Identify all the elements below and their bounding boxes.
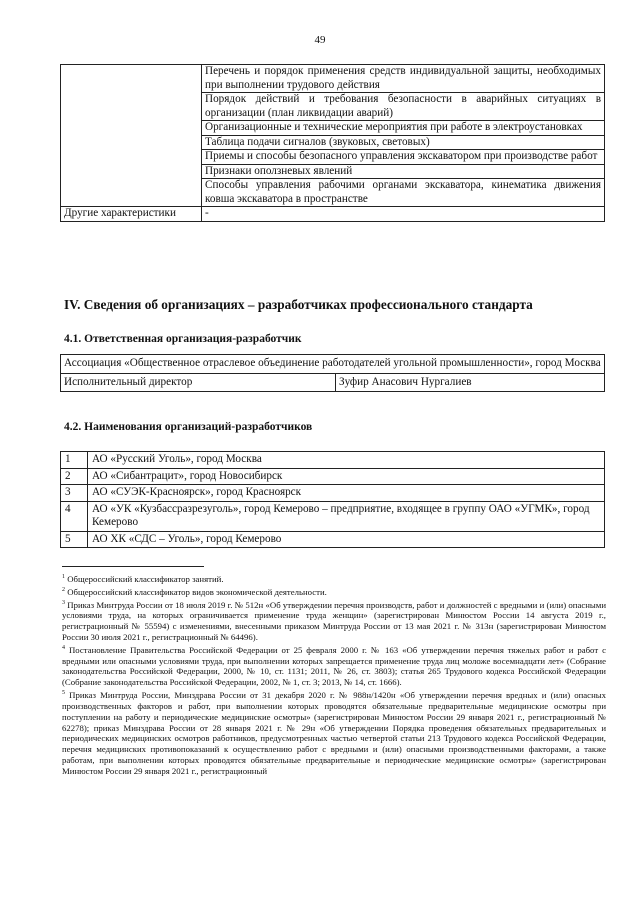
table-cell: Порядок действий и требования безопасности в аварийных ситуациях в организации (план ликвидации аварий) <box>202 93 605 121</box>
row-number: 1 <box>61 452 88 469</box>
footnote-mark: 5 <box>62 690 65 697</box>
table-cell: Перечень и порядок применения средств индивидуальной защиты, необходимых при выполнении трудового действия <box>202 65 605 93</box>
table-row <box>61 355 605 374</box>
footnote-mark: 1 <box>62 574 65 580</box>
row-number: 2 <box>61 468 88 485</box>
footnote-text: Общероссийский классификатор занятий. <box>67 573 224 584</box>
responsible-org-heading: 4.1. Ответственная организация-разработчик <box>64 333 302 345</box>
responsible-org-table <box>60 354 605 392</box>
table-cell: Организационные и технические мероприятия при работе в электроустановках <box>202 121 605 136</box>
row-number: 3 <box>61 485 88 502</box>
footnote <box>62 643 606 688</box>
footnote-mark: 2 <box>62 586 65 593</box>
table-row <box>61 468 605 485</box>
footnote <box>62 688 606 777</box>
footnote <box>62 585 606 598</box>
page-number: 49 <box>314 34 326 46</box>
responsible-person: Зуфир Анасович Нургалиев <box>336 373 605 392</box>
footnote <box>62 572 606 585</box>
table-cell: Таблица подачи сигналов (звуковых, световых) <box>202 135 605 150</box>
knowledge-table <box>60 64 605 222</box>
table-row <box>61 531 605 548</box>
footnote-text: Постановление Правительства Российской Федерации от 25 февраля 2000 г. № 163 «Об утверждении перечня тяжелых работ и работ с вредными или опасными условиями труда, при выполнении которых запрещается применение труда лиц моложе восемнадцати лет» (Собрание законодательства Российской Федерации, 2000, № 10, ст. 1131; 2011, № 26, ст. 3803); статья 265 Трудового кодекса Российской Федерации (Собрание законодательства Российской Федерации, 2002, № 1, ст. 3; 2013, № 14, ст. 1666). <box>62 644 606 688</box>
footnote-text: Приказ Минтруда России от 18 июля 2019 г. № 512н «Об утверждении перечня производств, работ и должностей с вредными и (или) опасными условиями труда, на которых ограничивается применение труда женщин» (зарегистрирован Минюстом России 14 августа 2019 г., регистрационный № 55594) с изменениями, внесенными приказом Минтруда России от 13 мая 2021 г. № 313н (зарегистрирован Минюстом России 30 июля 2021 г., регистрационный № 64496). <box>62 599 606 642</box>
developers-heading: 4.2. Наименования организаций-разработчиков <box>64 421 313 433</box>
table-cell: Приемы и способы безопасного управления экскаватором при производстве работ <box>202 150 605 165</box>
table-row <box>61 65 605 93</box>
other-characteristics-label: Другие характеристики <box>61 207 202 222</box>
table-row <box>61 373 605 392</box>
table-cell: Признаки оползневых явлений <box>202 164 605 179</box>
footnote-divider <box>62 566 204 567</box>
footnote-text: Общероссийский классификатор видов экономической деятельности. <box>67 586 327 597</box>
org-name: АО «Сибантрацит», город Новосибирск <box>88 468 605 485</box>
footnote-mark: 4 <box>62 644 65 651</box>
responsible-org-name: Ассоциация «Общественное отраслевое объединение работодателей угольной промышленности», город Москва <box>61 355 605 374</box>
footnote-mark: 3 <box>62 599 65 606</box>
org-name: АО «Русский Уголь», город Москва <box>88 452 605 469</box>
table-cell-empty <box>61 65 202 207</box>
row-number: 4 <box>61 501 88 531</box>
table-row <box>61 452 605 469</box>
responsible-role: Исполнительный директор <box>61 373 336 392</box>
org-name: АО «УК «Кузбассразрезуголь», город Кемерово – предприятие, входящее в группу ОАО «УГМК», город Кемерово <box>88 501 605 531</box>
table-row <box>61 485 605 502</box>
table-row <box>61 501 605 531</box>
other-characteristics-value: - <box>202 207 605 222</box>
section-title: IV. Сведения об организациях – разработчиках профессионального стандарта <box>64 297 533 312</box>
org-name: АО «СУЭК-Красноярск», город Красноярск <box>88 485 605 502</box>
org-name: АО ХК «СДС – Уголь», город Кемерово <box>88 531 605 548</box>
footnotes <box>62 572 606 777</box>
table-row <box>61 207 605 222</box>
footnote-text: Приказ Минтруда России, Минздрава России от 31 декабря 2020 г. № 988н/1420н «Об утверждении перечня вредных и (или) опасных производственных факторов и работ, при выполнении которых проводятся обязательные предварительные медицинские осмотры при поступлении на работу и периодические медицинские осмотры» (зарегистрирован Минюстом России 29 января 2021 г., регистрационный № 62278); приказ Минздрава России от 28 января 2021 г. № 29н «Об утверждении Порядка проведения обязательных предварительных и периодических медицинских осмотров работников, предусмотренных частью четвертой статьи 213 Трудового кодекса Российской Федерации, перечня медицинских противопоказаний к осуществлению работ с вредными и (или) опасными производственными факторами, а также работам, при выполнении которых проводятся обязательные предварительные и периодические медицинские осмотры» (зарегистрирован Минюстом России 29 января 2021 г., регистрационный <box>62 689 607 776</box>
footnote <box>62 598 606 643</box>
table-cell: Способы управления рабочими органами экскаватора, кинематика движения ковша экскаватора в пространстве <box>202 179 605 207</box>
developers-table <box>60 451 605 548</box>
row-number: 5 <box>61 531 88 548</box>
